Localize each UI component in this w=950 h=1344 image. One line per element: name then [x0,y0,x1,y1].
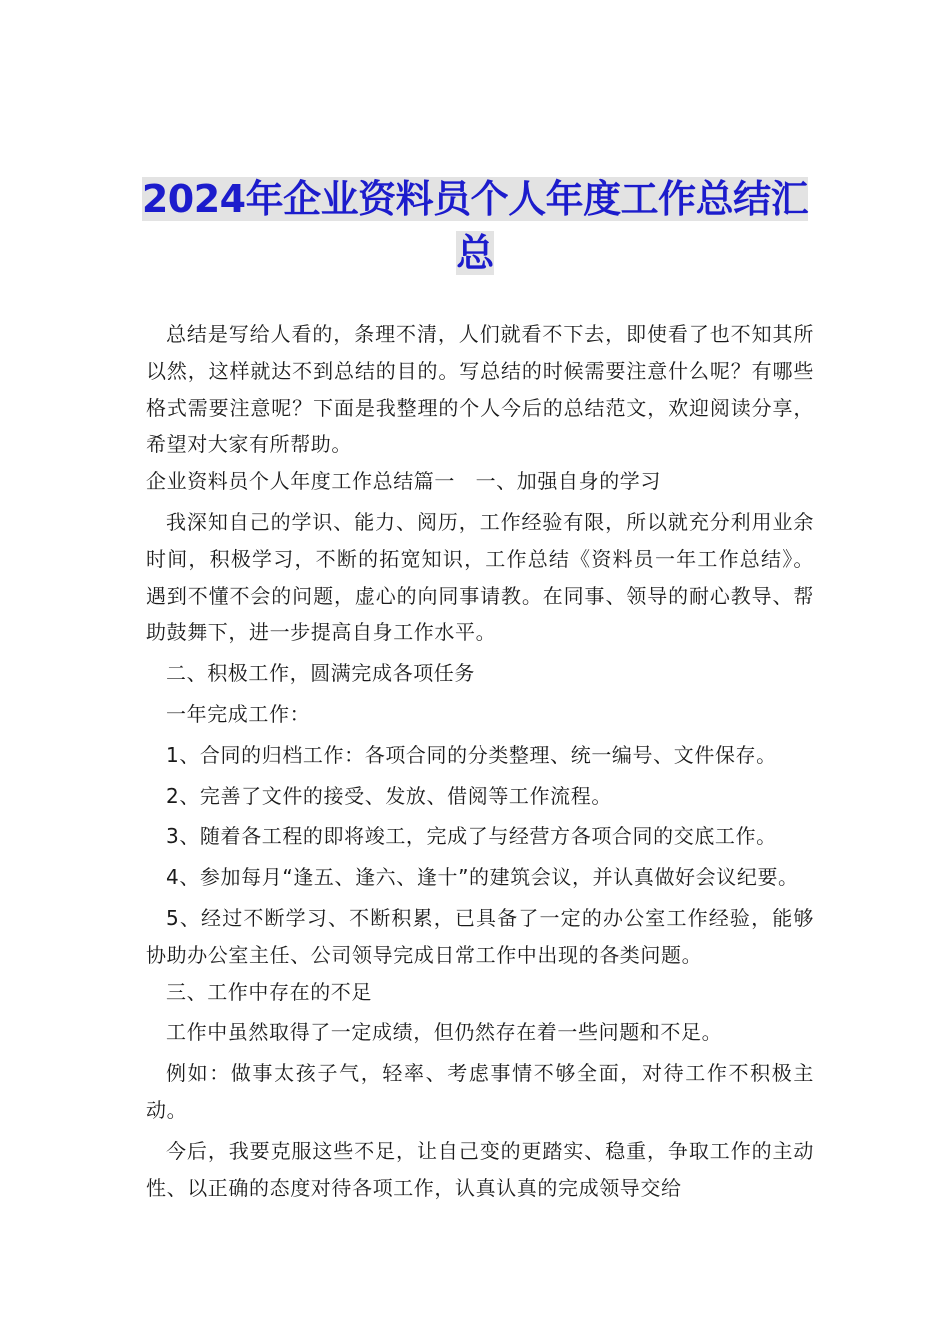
document-title [140,172,810,280]
list-item-5: 5、经过不断学习、不断积累，已具备了一定的办公室工作经验，能够协助办公室主任、公司领导完成日常工作中出现的各类问题。 [146,905,814,967]
list-item-2: 2、完善了文件的接受、发放、借阅等工作流程。 [166,783,612,808]
intro-paragraph: 总结是写给人看的，条理不清，人们就看不下去，即使看了也不知其所以然，这样就达不到总结的目的。写总结的时候需要注意什么呢？有哪些格式需要注意呢？下面是我整理的个人今后的总结范文，欢迎阅读分享，希望对大家有所帮助。 [146,322,814,457]
list-item-1: 1、合同的归档工作：各项合同的分类整理、统一编号、文件保存。 [166,742,777,767]
title-text: 2024年企业资料员个人年度工作总结汇总 [141,177,809,275]
section-heading-2: 二、积极工作，圆满完成各项任务 [166,661,475,686]
paragraph-learning: 我深知自己的学识、能力、阅历，工作经验有限，所以就充分利用业余时间，积极学习，不断的拓宽知识，工作总结《资料员一年工作总结》。遇到不懂不会的问题，虚心的向同事请教。在同事、领导的耐心教导、帮助鼓舞下，进一步提高自身工作水平。 [146,509,814,645]
section-heading-1: 企业资料员个人年度工作总结篇一 一、加强自身的学习 [146,469,661,494]
list-item-3: 3、随着各工程的即将竣工，完成了与经营方各项合同的交底工作。 [166,824,777,849]
paragraph-work-done: 一年完成工作： [166,701,311,726]
list-item-4: 4、参加每月“逢五、逢六、逢十”的建筑会议，并认真做好会议纪要。 [166,865,799,890]
paragraph-future: 今后，我要克服这些不足，让自己变的更踏实、稳重，争取工作的主动性、以正确的态度对待各项工作，认真认真的完成领导交给 [146,1138,814,1200]
document-body [146,316,814,1206]
paragraph-example: 例如：做事太孩子气，轻率、考虑事情不够全面，对待工作不积极主动。 [146,1061,814,1122]
paragraph-shortcomings: 工作中虽然取得了一定成绩，但仍然存在着一些问题和不足。 [166,1020,723,1045]
section-heading-3: 三、工作中存在的不足 [166,979,372,1004]
